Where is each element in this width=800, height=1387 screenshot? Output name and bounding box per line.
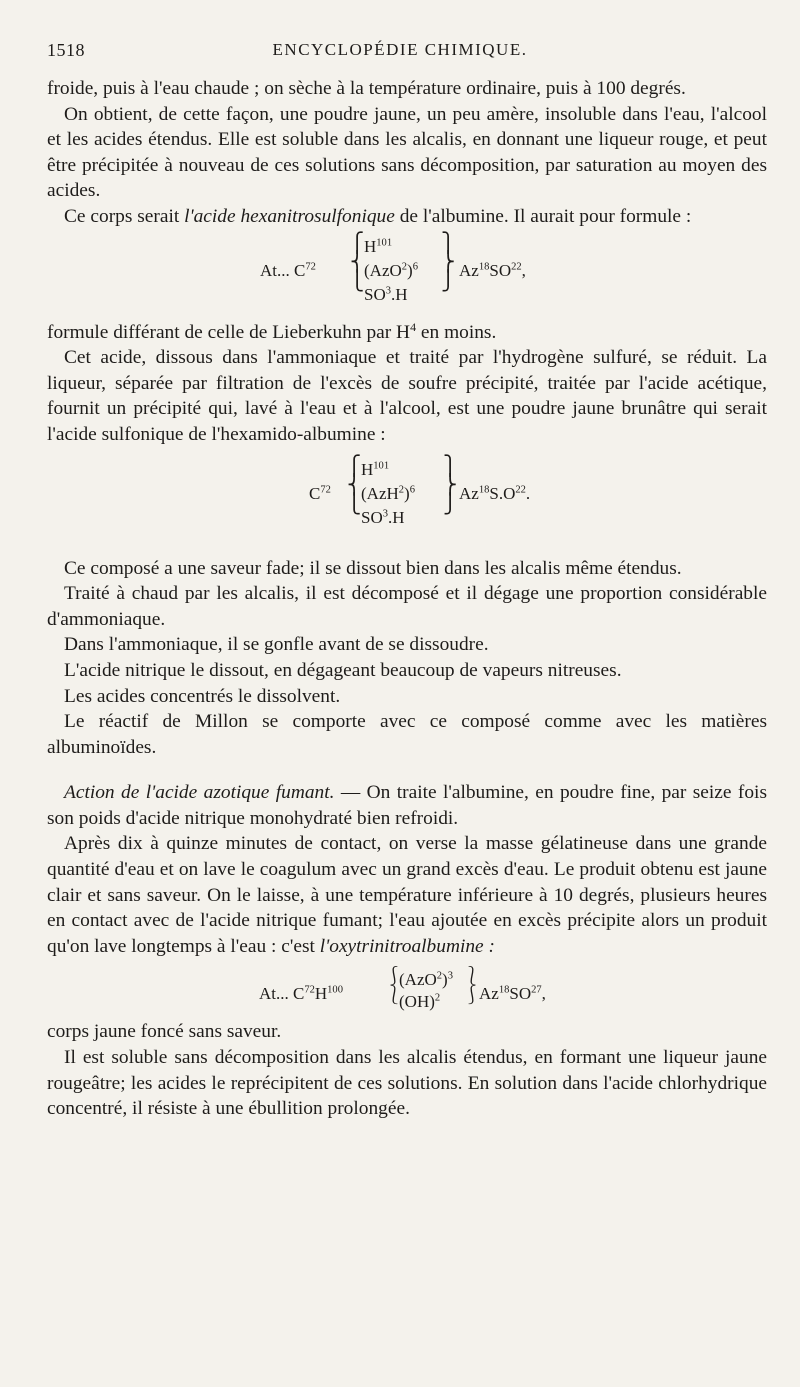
text: Après dix à quinze minutes de contact, on verse la masse gélatineuse dans une grande quantité d'eau et on lave le coagulum avec un grand excès d'eau. Le produit obtenu est jaune clair et sans saveur. On le laisse, à une température inférieure à 10 degrés, plusieurs heures en contact avec de l'acide nitrique fumant; l'eau ajoutée en excès précipite alors un produit qu'on lave longtemps à l'eau : c'est (47, 833, 767, 957)
text: — On traite l'albumine, en poudre fine, par seize fois son poids d'acide nitrique monohydraté bien refroidi. (47, 782, 767, 829)
formula-row: $(AzO^2)^3$ (399, 970, 453, 990)
running-title: ENCYCLOPÉDIE CHIMIQUE. (272, 40, 528, 59)
paragraph: Cet acide, dissous dans l'ammoniaque et traité par l'hydrogène sulfuré, se réduit. La liqueur, séparée par filtration de l'excès de soufre précipité, traitée par l'acide acétique, fournit un précipité qui, lavé à l'eau et à l'alcool, est une poudre jaune brunâtre qui serait l'acide sulfonique de l'hexamido-albumine : (47, 347, 767, 445)
formula-prefix: At... $C^{72}H^{100}$ (259, 984, 343, 1004)
section-heading: Action de l'acide azotique fumant. (64, 782, 335, 804)
paragraph: L'acide nitrique le dissout, en dégageant beaucoup de vapeurs nitreuses. (64, 659, 622, 681)
page-header (0, 40, 800, 68)
right-brace: ⎫ ⎬ ⎭ (443, 455, 458, 515)
left-brace: ⎧ ⎨ ⎩ (347, 455, 362, 515)
paragraph (47, 204, 767, 230)
formula-prefix: At... $C^{72}$ (260, 260, 316, 280)
formula-suffix: $Az^{18}S.O^{22}$. (459, 483, 531, 503)
right-brace: ⎫ ⎬ ⎭ (441, 232, 456, 292)
paragraph: formule différant de celle de Lieberkuhn par $H^4$ en moins. (47, 319, 497, 343)
formula-prefix: $C^{72}$ (309, 483, 331, 503)
formula-row: $H^{101}$ (364, 236, 393, 256)
paragraph: On obtient, de cette façon, une poudre jaune, un peu amère, insoluble dans l'eau, l'alcool et les acides étendus. Elle est soluble dans les alcalis, en donnant une liqueur rouge, et peut être précipitée à nouveau de ces solutions sans décomposition, par saturation au moyen des acides. (47, 103, 767, 202)
paragraph (47, 831, 767, 959)
left-brace: ⎰ ⎱ (385, 966, 403, 1006)
paragraph: corps jaune foncé sans saveur. (47, 1021, 282, 1043)
emphasis: l'acide hexanitrosulfonique (184, 205, 395, 227)
formula-suffix: Az$^{18}$SO$^{27}$, (479, 984, 546, 1004)
left-brace: ⎧ ⎨ ⎩ (350, 232, 365, 292)
formula-row: (OH)$^2$ (399, 992, 441, 1012)
formula-oxytrinitroalbumine (47, 959, 767, 1019)
paragraph: Le réactif de Millon se comporte avec ce composé comme avec les matières albuminoïdes. (47, 711, 767, 758)
formula-hexanitrosulfonique (47, 230, 767, 310)
formula-row: $(AzO^2)^6$ (364, 260, 418, 280)
right-brace: ⎱ ⎰ (463, 966, 481, 1006)
text: de l'albumine. Il aurait pour formule : (394, 205, 692, 227)
page-number: 1518 (47, 40, 85, 60)
formula-row: $SO^3.H$ (364, 284, 408, 304)
paragraph: Les acides concentrés le dissolvent. (64, 685, 341, 707)
formula-row: $(AzH^2)^6$ (361, 483, 415, 503)
formula-hexamido-sulfonique (47, 448, 767, 538)
formula-row: $H^{101}$ (361, 459, 390, 479)
paragraph: Dans l'ammoniaque, il se gonfle avant de se dissoudre. (64, 634, 489, 656)
text: Ce corps serait (64, 205, 185, 227)
paragraph: Traité à chaud par les alcalis, il est décomposé et il dégage une proportion considérable d'ammoniaque. (47, 583, 767, 630)
emphasis: l'oxytrinitroalbumine : (319, 935, 495, 957)
page-body (47, 76, 767, 1122)
paragraph: froide, puis à l'eau chaude ; on sèche à la température ordinaire, puis à 100 degrés. (47, 78, 686, 99)
formula-row: $SO^3.H$ (361, 507, 405, 527)
formula-suffix: Az$^{18}$SO$^{22}$, (459, 260, 526, 280)
paragraph: Ce composé a une saveur fade; il se dissout bien dans les alcalis même étendus. (64, 557, 682, 579)
paragraph: Il est soluble sans décomposition dans les alcalis étendus, en formant une liqueur jaune rougeâtre; les acides le reprécipitent de ces solutions. En solution dans l'acide chlorhydrique concentré, il résiste à une ébullition prolongée. (47, 1047, 767, 1120)
paragraph (47, 780, 767, 831)
